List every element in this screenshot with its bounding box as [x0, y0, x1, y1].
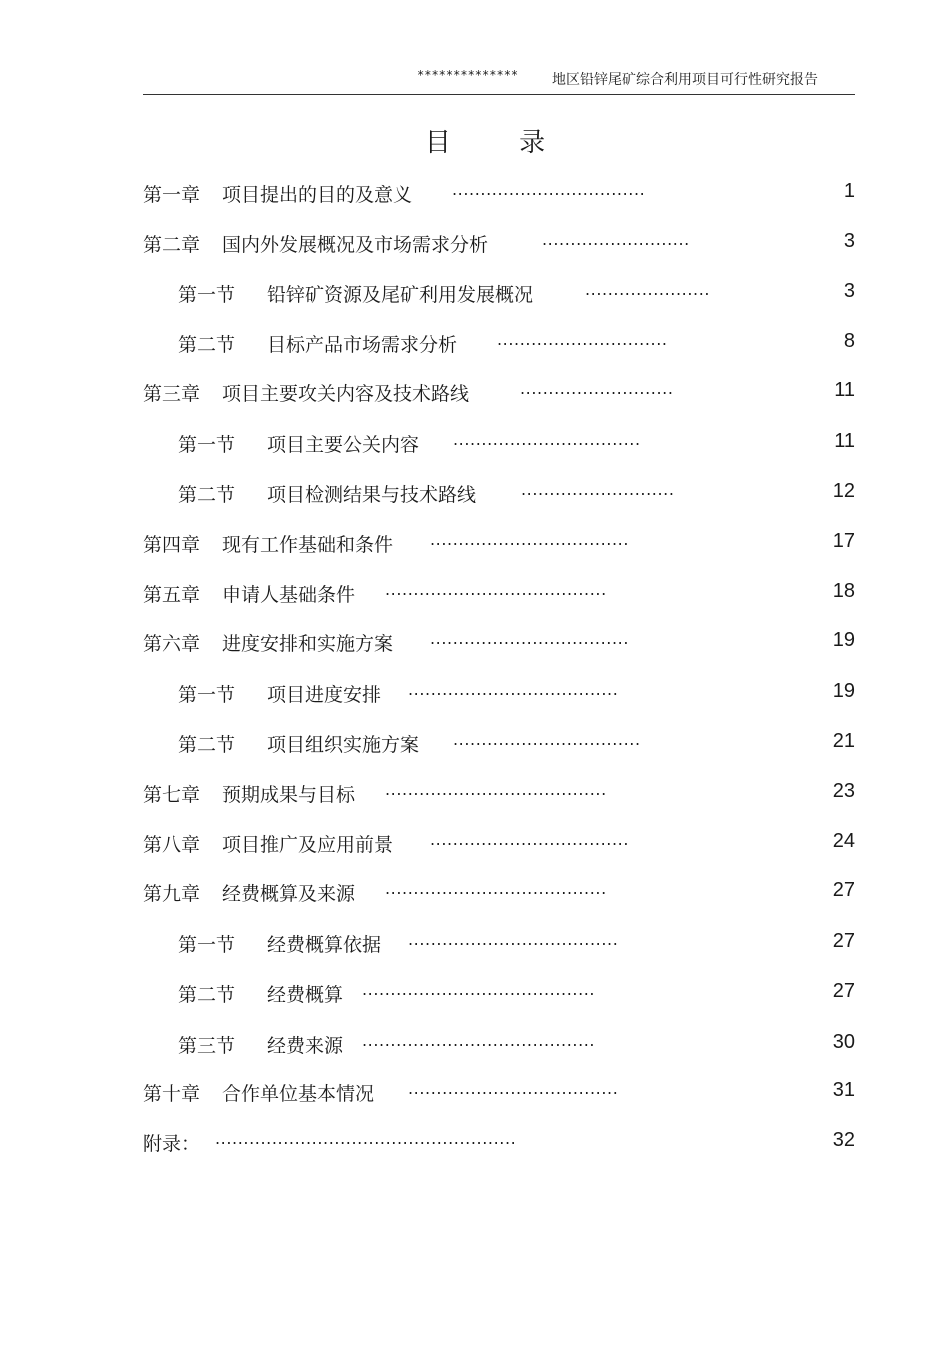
entry-leader-dots: .................................: [453, 430, 641, 449]
entry-label: 现有工作基础和条件: [222, 534, 394, 556]
entry-number: 第一节: [178, 684, 236, 706]
entry-label: 经费来源: [267, 1035, 344, 1057]
entry-label: 项目提出的目的及意义: [222, 184, 413, 206]
header-title: 地区铅锌尾矿综合利用项目可行性研究报告: [552, 72, 818, 88]
toc-entry-section-2-1[interactable]: [143, 274, 855, 310]
entry-page-number: 8: [843, 330, 855, 352]
toc-entry-appendix[interactable]: [143, 1123, 855, 1159]
entry-label: 经费概算: [267, 984, 344, 1006]
entry-leader-dots: .......................................: [385, 879, 607, 898]
entry-label: 申请人基础条件: [222, 584, 356, 606]
entry-leader-dots: ...................................: [430, 830, 630, 849]
entry-leader-dots: ...................................: [430, 629, 630, 648]
entry-leader-dots: .....................................: [408, 1079, 619, 1098]
toc-entry-chapter-1[interactable]: [143, 174, 855, 210]
entry-leader-dots: ......................: [585, 280, 711, 299]
entry-leader-dots: .........................................: [362, 1031, 596, 1050]
toc-entry-chapter-7[interactable]: [143, 774, 855, 810]
entry-number: 第六章: [143, 633, 201, 655]
entry-page-number: 3: [843, 230, 855, 252]
entry-page-number: 1: [843, 180, 855, 202]
toc-entry-chapter-8[interactable]: [143, 824, 855, 860]
entry-number: 第一节: [178, 434, 236, 456]
entry-label: 经费概算依据: [267, 934, 382, 956]
toc-title: 目 录: [424, 128, 576, 158]
entry-number: 第一节: [178, 934, 236, 956]
toc-entry-section-6-2[interactable]: [143, 724, 855, 760]
toc-entry-section-6-1[interactable]: [143, 674, 855, 710]
entry-leader-dots: .................................: [453, 730, 641, 749]
toc-entry-section-9-1[interactable]: [143, 924, 855, 960]
entry-page-number: 19: [832, 680, 855, 702]
entry-label: 目标产品市场需求分析: [267, 334, 458, 356]
toc-entry-chapter-2[interactable]: [143, 224, 855, 260]
running-header: [143, 66, 855, 94]
entry-number: 第二节: [178, 334, 236, 356]
entry-number: 第五章: [143, 584, 201, 606]
entry-number: 第三节: [178, 1035, 236, 1057]
entry-label: 项目检测结果与技术路线: [267, 484, 477, 506]
entry-number: 第三章: [143, 383, 201, 405]
entry-number: 第八章: [143, 834, 201, 856]
entry-leader-dots: .....................................: [408, 930, 619, 949]
entry-number: 第四章: [143, 534, 201, 556]
entry-page-number: 31: [832, 1079, 855, 1101]
toc-entry-chapter-6[interactable]: [143, 623, 855, 659]
entry-leader-dots: .......................................: [385, 780, 607, 799]
entry-label: 合作单位基本情况: [222, 1083, 375, 1105]
entry-leader-dots: ..........................: [542, 230, 690, 249]
entry-label: 项目主要公关内容: [267, 434, 420, 456]
toc-entry-section-9-3[interactable]: [143, 1025, 855, 1061]
entry-leader-dots: .........................................: [362, 980, 596, 999]
entry-page-number: 18: [832, 580, 855, 602]
entry-number: 第二节: [178, 984, 236, 1006]
entry-page-number: 12: [832, 480, 855, 502]
entry-number: 第七章: [143, 784, 201, 806]
entry-label: 国内外发展概况及市场需求分析: [222, 234, 489, 256]
entry-page-number: 24: [832, 830, 855, 852]
entry-page-number: 11: [834, 430, 855, 452]
entry-label: 项目主要攻关内容及技术路线: [222, 383, 470, 405]
toc-entry-chapter-10[interactable]: [143, 1073, 855, 1109]
entry-number: 第二节: [178, 484, 236, 506]
entry-number: 第十章: [143, 1083, 201, 1105]
entry-number: 第二章: [143, 234, 201, 256]
entry-page-number: 30: [832, 1031, 855, 1053]
entry-page-number: 32: [832, 1129, 855, 1151]
entry-page-number: 23: [832, 780, 855, 802]
entry-label: 项目组织实施方案: [267, 734, 420, 756]
entry-leader-dots: ...................................: [430, 530, 630, 549]
toc-entry-chapter-4[interactable]: [143, 524, 855, 560]
toc-entry-section-9-2[interactable]: [143, 974, 855, 1010]
entry-label: 铅锌矿资源及尾矿利用发展概况: [267, 284, 534, 306]
entry-number: 附录：: [143, 1133, 201, 1155]
entry-number: 第九章: [143, 883, 201, 905]
entry-page-number: 27: [832, 879, 855, 901]
header-divider: [143, 94, 855, 95]
entry-label: 项目推广及应用前景: [222, 834, 394, 856]
entry-number: 第一章: [143, 184, 201, 206]
entry-leader-dots: ...........................: [520, 379, 674, 398]
header-stars: **************: [417, 68, 519, 82]
entry-page-number: 17: [832, 530, 855, 552]
entry-leader-dots: ...........................: [521, 480, 675, 499]
toc-entry-chapter-3[interactable]: [143, 373, 855, 409]
entry-page-number: 27: [832, 930, 855, 952]
entry-leader-dots: ..................................: [452, 180, 646, 199]
toc-entry-chapter-9[interactable]: [143, 873, 855, 909]
entry-leader-dots: .....................................: [408, 680, 619, 699]
entry-label: 进度安排和实施方案: [222, 633, 394, 655]
toc-entry-section-3-1[interactable]: [143, 424, 855, 460]
entry-label: 经费概算及来源: [222, 883, 356, 905]
entry-number: 第一节: [178, 284, 236, 306]
entry-leader-dots: .....................................................: [215, 1129, 517, 1148]
entry-number: 第二节: [178, 734, 236, 756]
entry-page-number: 3: [843, 280, 855, 302]
toc-entry-chapter-5[interactable]: [143, 574, 855, 610]
entry-label: 预期成果与目标: [222, 784, 356, 806]
entry-leader-dots: ..............................: [497, 330, 668, 349]
entry-page-number: 11: [834, 379, 855, 401]
entry-page-number: 19: [832, 629, 855, 651]
entry-page-number: 27: [832, 980, 855, 1002]
entry-page-number: 21: [832, 730, 855, 752]
toc-entry-section-2-2[interactable]: [143, 324, 855, 360]
entry-leader-dots: .......................................: [385, 580, 607, 599]
entry-label: 项目进度安排: [267, 684, 382, 706]
toc-entry-section-3-2[interactable]: [143, 474, 855, 510]
